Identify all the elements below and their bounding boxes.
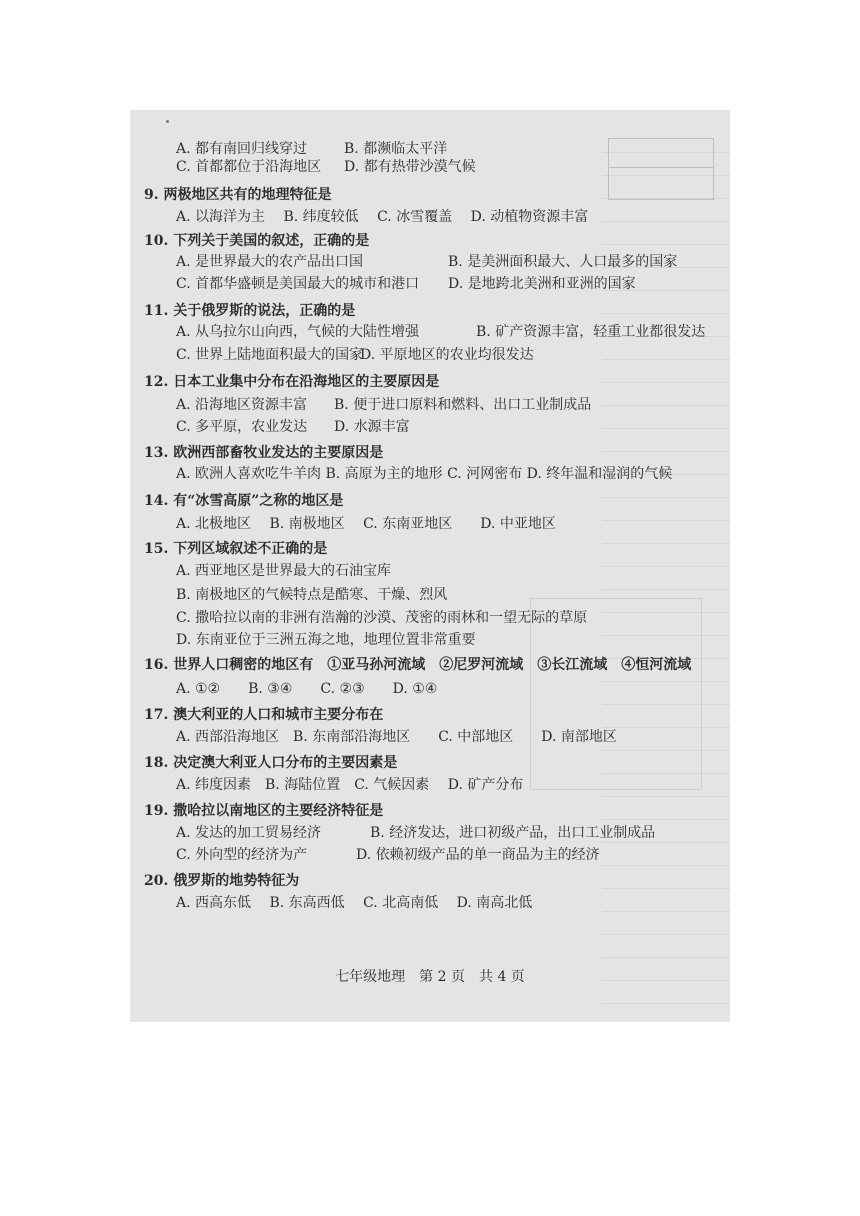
- answer-options: C. 撒哈拉以南的非洲有浩瀚的沙漠、茂密的雨林和一望无际的草原: [176, 610, 588, 626]
- question-stem: 18. 决定澳大利亚人口分布的主要因素是: [144, 755, 398, 771]
- answer-option: A. 沿海地区资源丰富: [176, 397, 308, 413]
- answer-option: B. 都濒临太平洋: [344, 141, 448, 157]
- question-stem: 13. 欧洲西部畜牧业发达的主要原因是: [144, 445, 384, 461]
- question-stem: 10. 下列关于美国的叙述，正确的是: [144, 233, 370, 249]
- scan-speck: [166, 120, 169, 123]
- answer-options: A. 西高东低 B. 东高西低 C. 北高南低 D. 南高北低: [176, 895, 533, 911]
- answer-options: A. 以海洋为主 B. 纬度较低 C. 冰雪覆盖 D. 动植物资源丰富: [176, 209, 589, 225]
- question-stem: 11. 关于俄罗斯的说法，正确的是: [144, 303, 356, 319]
- answer-option: A. 都有南回归线穿过: [176, 141, 308, 157]
- answer-option: A. 是世界最大的农产品出口国: [176, 254, 364, 270]
- score-box-shadow: [608, 138, 714, 200]
- page-footer: 七年级地理 第 2 页 共 4 页: [335, 969, 525, 985]
- question-stem: 19. 撒哈拉以南地区的主要经济特征是: [144, 803, 384, 819]
- question-stem: 16. 世界人口稠密的地区有 ①亚马孙河流域 ②尼罗河流域 ③长江流域 ④恒河流域: [144, 657, 692, 673]
- question-stem: 14. 有“冰雪高原”之称的地区是: [144, 493, 344, 509]
- answer-options: A. 西亚地区是世界最大的石油宝库: [176, 563, 392, 579]
- answer-option: C. 首都都位于沿海地区: [176, 159, 322, 175]
- answer-option: D. 水源丰富: [334, 419, 410, 435]
- answer-option: B. 矿产资源丰富，轻重工业都很发达: [476, 324, 706, 340]
- question-stem: 17. 澳大利亚的人口和城市主要分布在: [144, 707, 384, 723]
- answer-option: C. 首都华盛顿是美国最大的城市和港口: [176, 276, 420, 292]
- answer-option: D. 平原地区的农业均很发达: [360, 347, 534, 363]
- answer-option: D. 依赖初级产品的单一商品为主的经济: [356, 847, 600, 863]
- answer-option: C. 外向型的经济为产: [176, 847, 308, 863]
- question-stem: 12. 日本工业集中分布在沿海地区的主要原因是: [144, 374, 440, 390]
- answer-options: A. ①② B. ③④ C. ②③ D. ①④: [176, 681, 438, 697]
- answer-option: B. 是美洲面积最大、人口最多的国家: [448, 254, 678, 270]
- question-stem: 9. 两极地区共有的地理特征是: [144, 187, 332, 203]
- answer-option: A. 发达的加工贸易经济: [176, 825, 322, 841]
- answer-option: B. 便于进口原料和燃料、出口工业制成品: [334, 397, 592, 413]
- question-stem: 15. 下列区域叙述不正确的是: [144, 541, 328, 557]
- answer-options: A. 西部沿海地区 B. 东南部沿海地区 C. 中部地区 D. 南部地区: [176, 729, 617, 745]
- answer-option: D. 是地跨北美洲和亚洲的国家: [448, 276, 636, 292]
- question-stem: 20. 俄罗斯的地势特征为: [144, 873, 300, 889]
- answer-option: C. 多平原，农业发达: [176, 419, 308, 435]
- answer-option: C. 世界上陆地面积最大的国家: [176, 347, 364, 363]
- answer-options: A. 北极地区 B. 南极地区 C. 东南亚地区 D. 中亚地区: [176, 516, 556, 532]
- answer-options: A. 欧洲人喜欢吃牛羊肉 B. 高原为主的地形 C. 河网密布 D. 终年温和湿润的气候: [176, 466, 673, 482]
- answer-option: B. 经济发达，进口初级产品，出口工业制成品: [370, 825, 656, 841]
- scanned-exam-page: [130, 110, 730, 1022]
- answer-option: D. 都有热带沙漠气候: [344, 159, 476, 175]
- answer-options: B. 南极地区的气候特点是酷寒、干燥、烈风: [176, 587, 448, 603]
- answer-option: A. 从乌拉尔山向西，气候的大陆性增强: [176, 324, 420, 340]
- answer-options: A. 纬度因素 B. 海陆位置 C. 气候因素 D. 矿产分布: [176, 777, 524, 793]
- answer-options: D. 东南亚位于三洲五海之地，地理位置非常重要: [176, 632, 476, 648]
